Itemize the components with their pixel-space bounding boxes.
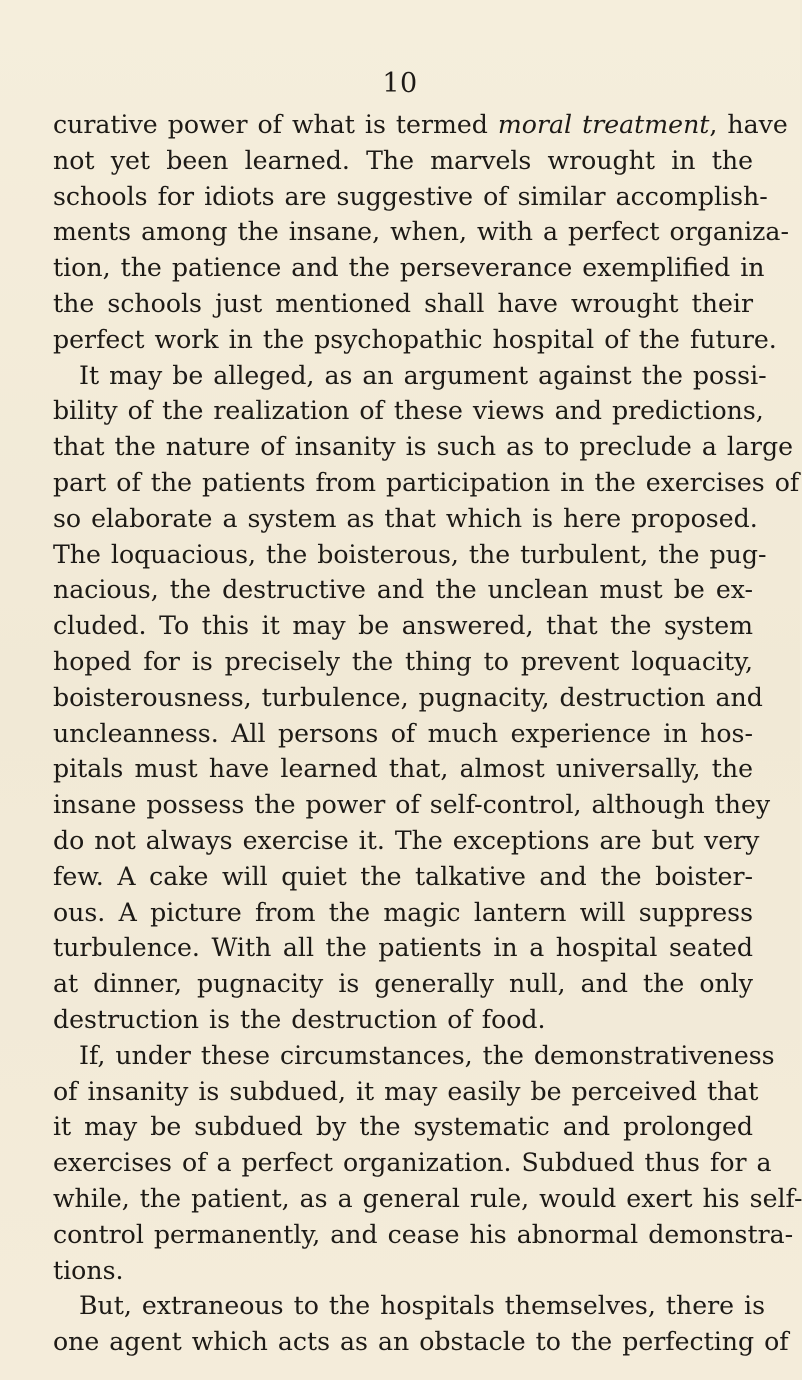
text-line: bility of the realization of these views and predictions, — [53, 396, 764, 426]
text-line: perfect work in the psychopathic hospital of the future. — [53, 324, 777, 354]
text-line: at dinner, pugnacity is generally null, and the only — [53, 969, 753, 999]
text-line: hoped for is precisely the thing to prevent loquacity, — [53, 646, 753, 676]
text-line: not yet been learned. The marvels wrought in the — [53, 145, 753, 175]
text-line: schools for idiots are suggestive of similar accomplish- — [53, 181, 768, 211]
italic-phrase: moral treatment — [497, 110, 710, 139]
line-segment: curative power of what is termed — [53, 110, 498, 139]
text-line: so elaborate a system as that which is here proposed. — [53, 503, 758, 533]
text-line: nacious, the destructive and the unclean must be ex- — [53, 575, 753, 605]
text-line: exercises of a perfect organization. Subdued thus for a — [53, 1148, 772, 1178]
paragraph-start-line: If, under these circumstances, the demonstrativeness — [79, 1040, 775, 1070]
text-line: while, the patient, as a general rule, would exert his self- — [53, 1183, 802, 1213]
paragraph-end-line: destruction is the destruction of food. — [53, 1004, 546, 1034]
text-line: ous. A picture from the magic lantern will suppress — [53, 897, 753, 927]
text-line: of insanity is subdued, it may easily be perceived that — [53, 1076, 759, 1106]
text-line: insane possess the power of self-control, although they — [53, 790, 771, 820]
paragraph-start-line: But, extraneous to the hospitals themselves, there is — [79, 1291, 766, 1321]
text-line — [53, 107, 788, 143]
paragraph-end-line: tions. — [53, 1255, 124, 1285]
text-line: the schools just mentioned shall have wrought their — [53, 288, 753, 318]
text-line: ments among the insane, when, with a perfect organiza- — [53, 217, 789, 247]
line-segment: , have — [709, 110, 788, 139]
text-line: few. A cake will quiet the talkative and the boister- — [53, 861, 753, 891]
text-line: boisterousness, turbulence, pugnacity, destruction and — [53, 682, 763, 712]
text-line: part of the patients from participation in the exercises of — [53, 467, 800, 497]
paragraph-start-line: It may be alleged, as an argument against the possi- — [79, 360, 767, 390]
page-number: 10 — [382, 68, 418, 99]
text-line: it may be subdued by the systematic and prolonged — [53, 1112, 753, 1142]
text-line: that the nature of insanity is such as to preclude a large — [53, 432, 793, 462]
body-text — [53, 107, 802, 1357]
text-line: pitals must have learned that, almost universally, the — [53, 754, 753, 784]
text-line: tion, the patience and the perseverance exemplified in — [53, 253, 765, 283]
text-line: control permanently, and cease his abnormal demonstra- — [53, 1219, 794, 1249]
text-line: cluded. To this it may be answered, that the system — [53, 611, 753, 641]
text-line: turbulence. With all the patients in a hospital seated — [53, 933, 753, 963]
text-line: one agent which acts as an obstacle to the perfecting of — [53, 1327, 789, 1357]
text-line: The loquacious, the boisterous, the turbulent, the pug- — [53, 539, 767, 569]
text-line: uncleanness. All persons of much experience in hos- — [53, 718, 753, 748]
text-line: do not always exercise it. The exceptions are but very — [53, 825, 760, 855]
